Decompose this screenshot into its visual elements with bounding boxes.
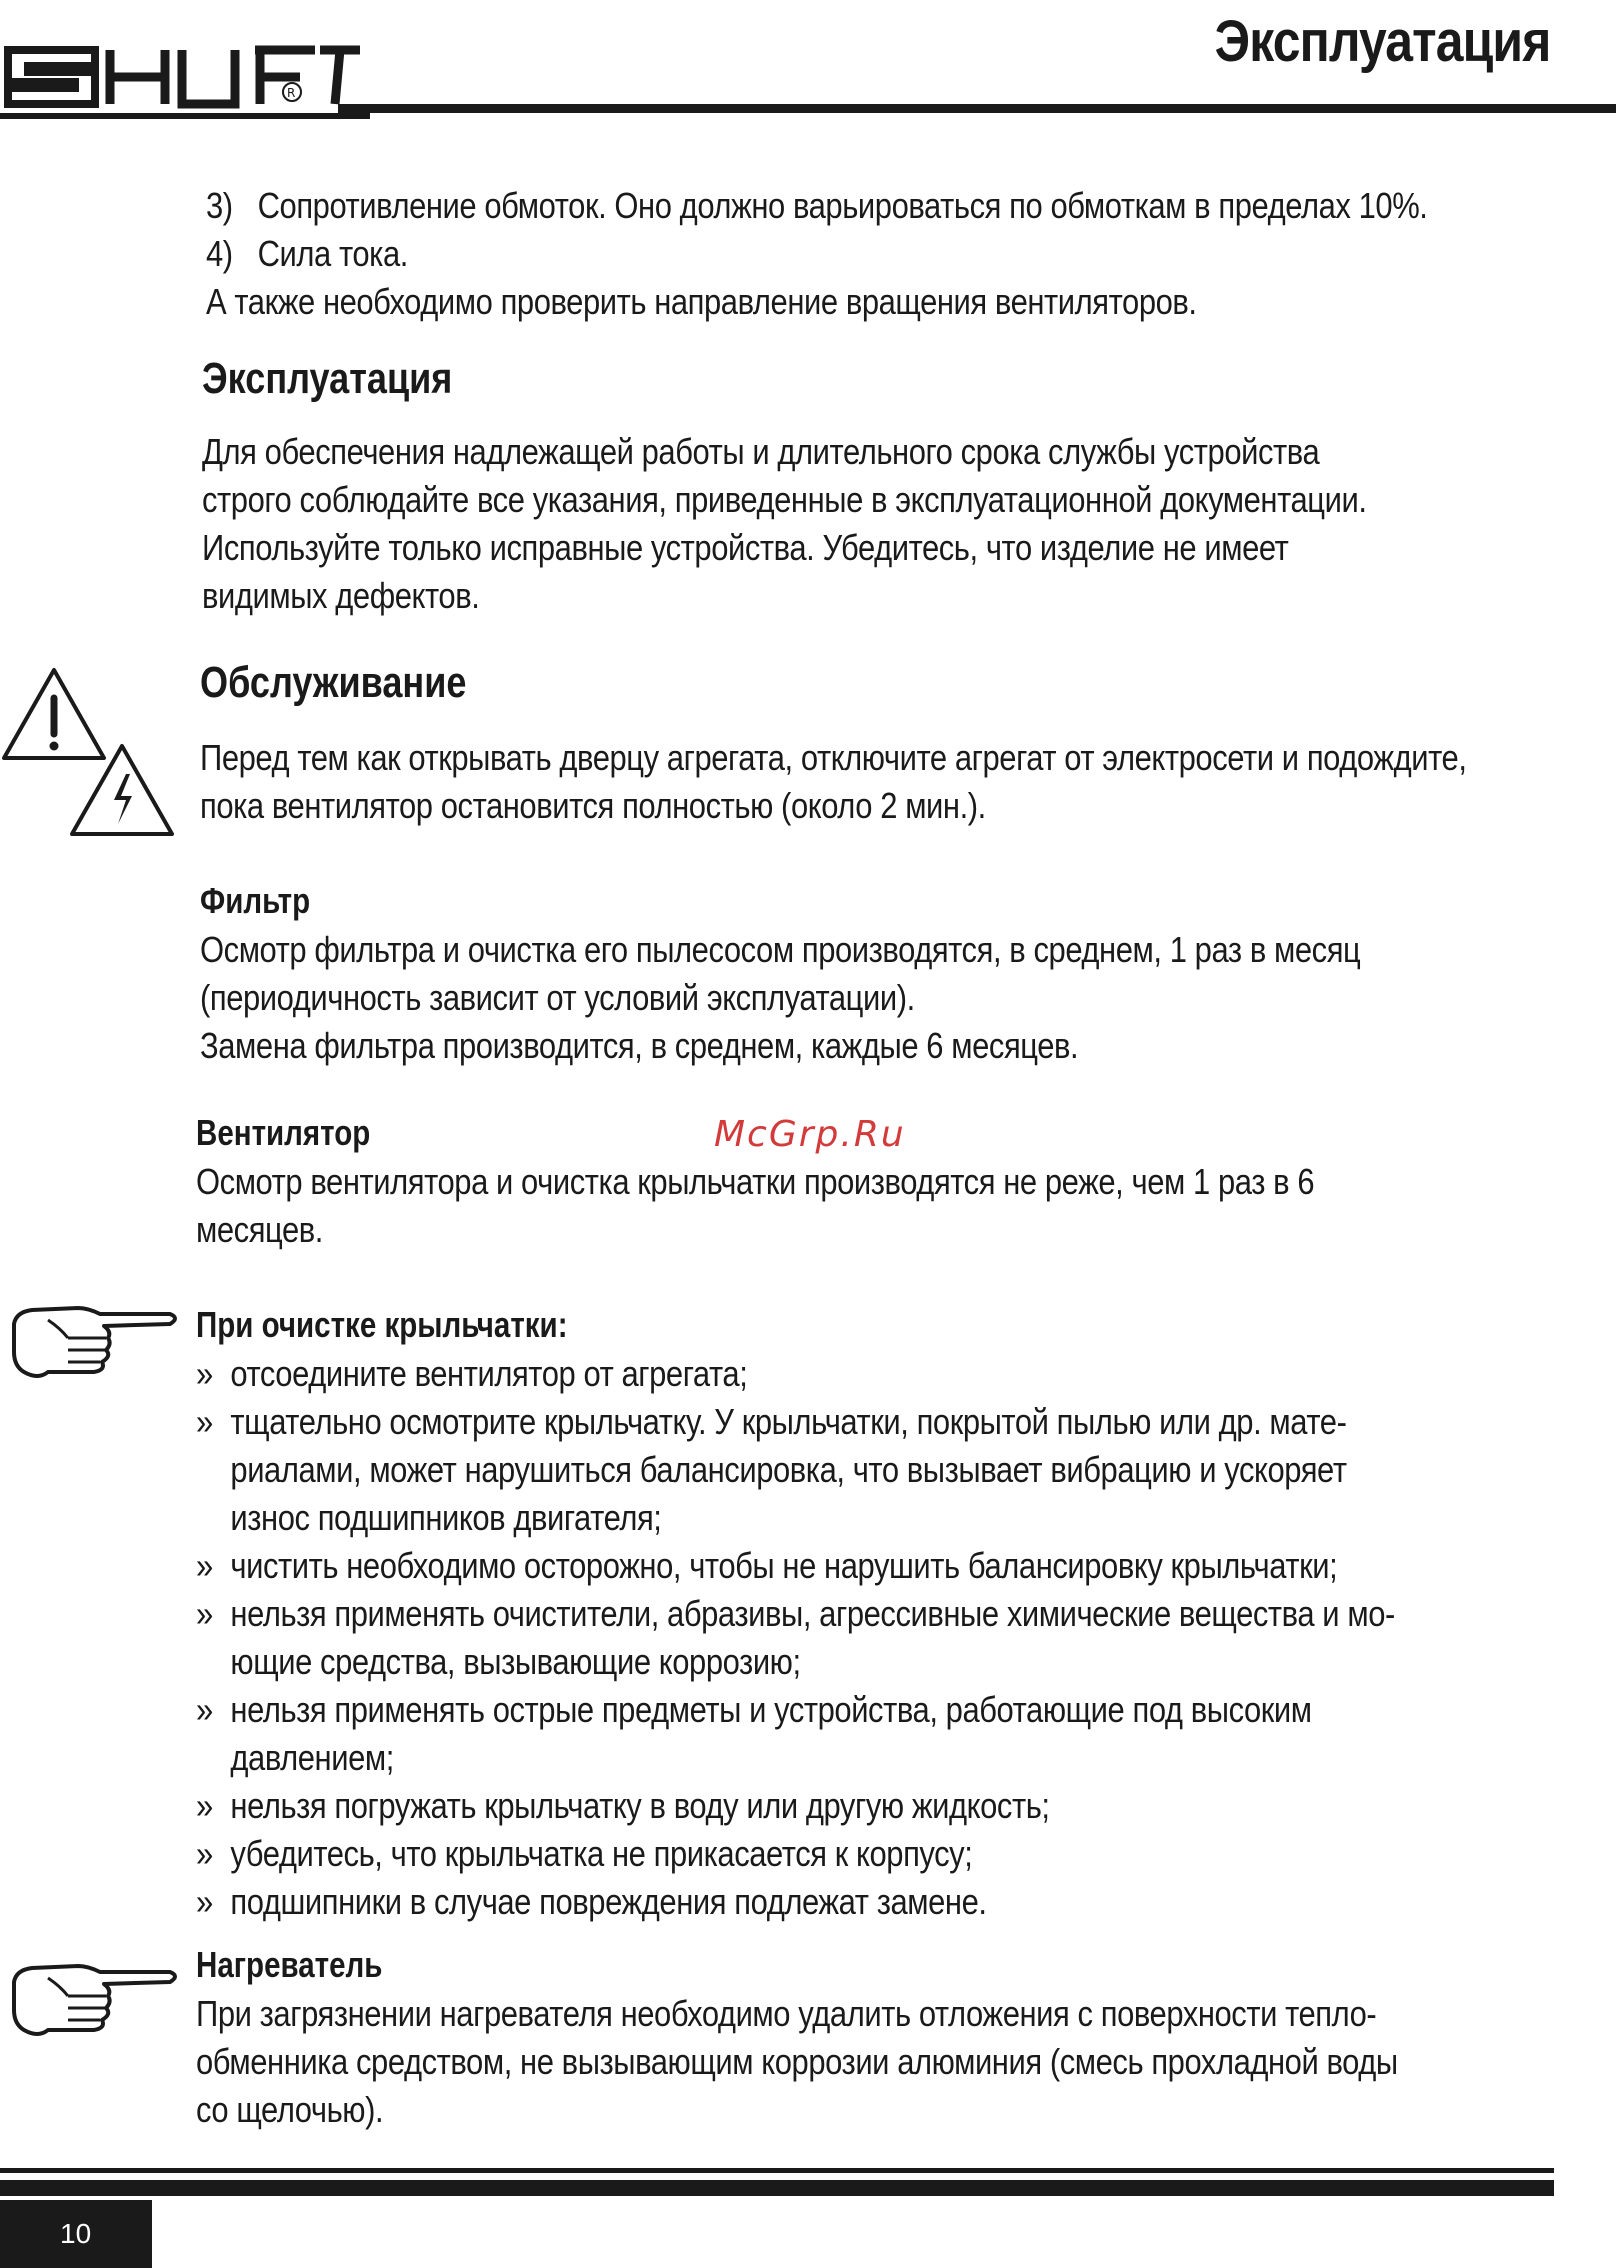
high-voltage-icon — [66, 740, 178, 840]
list-item: » чистить необходимо осторожно, чтобы не нарушить балансировку крыльчатки; — [196, 1545, 1338, 1586]
impeller-bullet-list: » отсоедините вентилятор от агрегата; » тщательно осмотрите крыльчатку. У крыльчатки, покрытой пылью или др. мате- риалами, может нарушиться балансировка, что вызывает вибрацию и ускоряет износ подшипников двигателя; » чистить необходимо осторожно, чтобы не нарушить балансировку крыльчатки; » нельзя применять очистители, абразивы, агрессивные химические вещества и мо- ющие средства, вызывающие коррозию; » нельзя применять острые предметы и устройства, работающие под высоким давлением; » нельзя погружать крыльчатку в воду или другую жидкость; » убедитесь, что крыльчатка не прикасается к корпусу; » подшипники в случае повреждения подлежат замене. — [196, 1350, 1395, 1926]
pointing-hand-icon — [8, 1298, 180, 1382]
list-item: » подшипники в случае повреждения подлежат замене. — [196, 1881, 987, 1922]
subheading-impeller: При очистке крыльчатки: — [196, 1304, 568, 1345]
page-number: 10 — [60, 2218, 92, 2249]
intro-list — [206, 182, 1427, 278]
section-heading-operation: Эксплуатация — [202, 354, 453, 403]
fan-paragraph: Осмотр вентилятора и очистка крыльчатки производятся не реже, чем 1 раз в 6 месяцев. — [196, 1161, 1315, 1250]
heater-paragraph: При загрязнении нагревателя необходимо удалить отложения с поверхности тепло- обменника средством, не вызывающим коррозии алюминия (смесь прохладной воды со щелочью). — [196, 1993, 1398, 2130]
list-item: » отсоедините вентилятор от агрегата; — [196, 1353, 748, 1394]
filter-paragraph: Осмотр фильтра и очистка его пылесосом производятся, в среднем, 1 раз в месяц (периодичность зависит от условий эксплуатации). Замена фильтра производится, в среднем, каждые 6 месяцев. — [200, 929, 1361, 1066]
footer-divider-thick — [0, 2180, 1554, 2196]
subheading-filter: Фильтр — [200, 880, 311, 921]
svg-text:R: R — [287, 86, 296, 100]
subheading-fan: Вентилятор — [196, 1112, 371, 1153]
intro-note: А также необходимо проверить направление вращения вентиляторов. — [206, 281, 1197, 322]
list-item: 4) Сила тока. — [206, 233, 408, 274]
shuft-logo — [0, 20, 370, 130]
pointing-hand-icon — [8, 1956, 180, 2040]
footer-divider-thin — [0, 2168, 1554, 2173]
list-item: 3) Сопротивление обмоток. Оно должно варьироваться по обмоткам в пределах 10%. — [206, 185, 1428, 226]
subheading-heater: Нагреватель — [196, 1944, 383, 1985]
list-item: » убедитесь, что крыльчатка не прикасается к корпусу; — [196, 1833, 973, 1874]
list-item: » нельзя погружать крыльчатку в воду или другую жидкость; — [196, 1785, 1050, 1826]
header-divider — [338, 104, 1616, 113]
page-header-title: Эксплуатация — [1214, 9, 1550, 74]
operation-paragraph: Для обеспечения надлежащей работы и длительного срока службы устройства строго соблюдайте все указания, приведенные в эксплуатационной документации. Используйте только исправные устройства. Убедитесь, что изделие не имеет видимых дефектов. — [202, 431, 1367, 616]
section-heading-service: Обслуживание — [200, 658, 467, 707]
list-item: » тщательно осмотрите крыльчатку. У крыльчатки, покрытой пылью или др. мате- — [196, 1401, 1347, 1442]
list-item: » нельзя применять очистители, абразивы, агрессивные химические вещества и мо- — [196, 1593, 1395, 1634]
watermark: McGrp.Ru — [714, 1114, 906, 1155]
service-paragraph: Перед тем как открывать дверцу агрегата, отключите агрегат от электросети и подождите, пока вентилятор остановится полностью (около 2 мин.). — [200, 737, 1467, 826]
list-item: » нельзя применять острые предметы и устройства, работающие под высоким — [196, 1689, 1312, 1730]
